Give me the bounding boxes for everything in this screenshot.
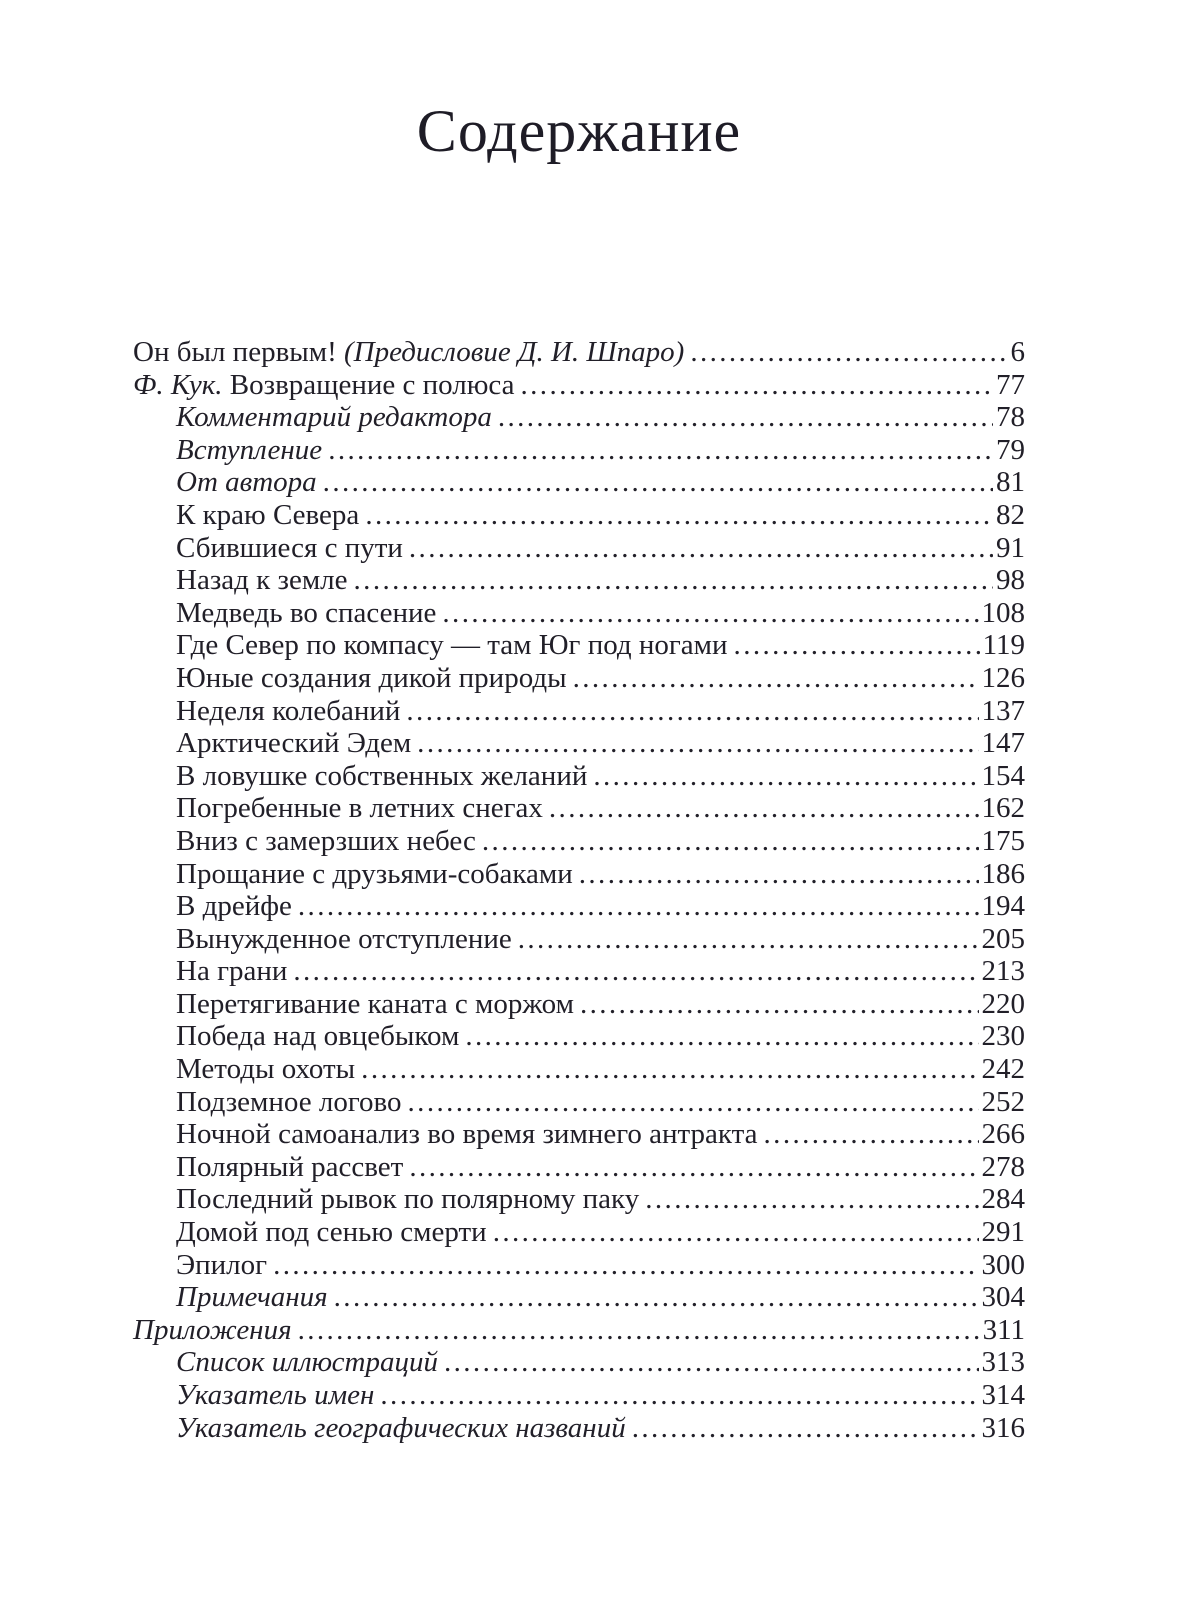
toc-entry <box>133 1118 1025 1151</box>
toc-page-number: 79 <box>996 433 1025 466</box>
toc-entry-title <box>176 401 492 434</box>
entry-text: Методы охоты <box>176 1053 356 1086</box>
toc-entry-title <box>176 923 512 956</box>
dot-leader <box>580 988 979 1021</box>
entry-text: Погребенные в летних снегах <box>176 792 543 825</box>
toc-entry <box>133 695 1025 728</box>
entry-text: В ловушке собственных желаний <box>176 759 588 792</box>
dot-leader <box>444 1346 979 1379</box>
entry-text-italic: Примечания <box>176 1281 328 1314</box>
toc-entry <box>133 434 1025 467</box>
dot-leader <box>409 532 993 565</box>
dot-leader <box>734 629 980 662</box>
toc-page-number: 147 <box>981 727 1025 760</box>
dot-leader <box>518 923 979 956</box>
toc-page-number: 313 <box>981 1346 1025 1379</box>
toc-page-number: 162 <box>981 792 1025 825</box>
toc-entry-title <box>176 662 567 695</box>
toc-entry <box>133 499 1025 532</box>
entry-text: Арктический Эдем <box>176 727 412 760</box>
dot-leader <box>645 1183 978 1216</box>
toc-entry <box>133 792 1025 825</box>
dot-leader <box>334 1281 979 1314</box>
dot-leader <box>406 695 978 728</box>
entry-text: Победа над овцебыком <box>176 1020 460 1053</box>
toc-page-number: 81 <box>996 466 1025 499</box>
toc-entry-title <box>176 597 436 630</box>
entry-text: Вынужденное отступление <box>176 922 512 955</box>
toc-page-number: 213 <box>981 955 1025 988</box>
toc-page-number: 230 <box>981 1020 1025 1053</box>
entry-text: Прощание с друзьями-собаками <box>176 857 573 890</box>
entry-text: Вниз с замерзших небес <box>176 824 476 857</box>
toc-entry-title <box>176 695 400 728</box>
toc-entry-title <box>176 988 574 1021</box>
toc-entry <box>133 369 1025 402</box>
toc-page-number: 137 <box>981 694 1025 727</box>
entry-text: Неделя колебаний <box>176 694 401 727</box>
toc-entry <box>133 597 1025 630</box>
toc-entry <box>133 1314 1025 1347</box>
toc-entry-title <box>176 792 543 825</box>
toc-page-number: 266 <box>981 1118 1025 1151</box>
toc-page-number: 186 <box>981 857 1025 890</box>
entry-text: Возвращение с полюса <box>222 368 515 401</box>
toc-entry <box>133 955 1025 988</box>
dot-leader <box>298 1314 980 1347</box>
toc-entry <box>133 629 1025 662</box>
toc-entry-title <box>176 890 292 923</box>
page-title: Содержание <box>416 98 742 164</box>
toc-entry-title <box>176 1053 355 1086</box>
dot-leader <box>354 564 993 597</box>
toc-page-number: 220 <box>981 987 1025 1020</box>
toc-page-number: 291 <box>981 1216 1025 1249</box>
entry-text: Домой под сенью смерти <box>176 1216 487 1249</box>
dot-leader <box>361 1053 978 1086</box>
toc-entry <box>133 858 1025 891</box>
toc-page-number: 304 <box>981 1281 1025 1314</box>
toc-entry-title <box>176 825 476 858</box>
toc-entry-title <box>176 858 573 891</box>
entry-text: Последний рывок по полярному паку <box>176 1183 640 1216</box>
toc-entry-title <box>176 1118 758 1151</box>
dot-leader <box>293 955 978 988</box>
entry-text: Эпилог <box>176 1248 268 1281</box>
dot-leader <box>465 1020 978 1053</box>
toc-entry <box>133 1151 1025 1184</box>
entry-text: Медведь во спасение <box>176 596 437 629</box>
dot-leader <box>482 825 979 858</box>
toc-page-number: 154 <box>981 759 1025 792</box>
entry-text-italic: Указатель географических названий <box>176 1411 626 1444</box>
dot-leader <box>549 792 979 825</box>
dot-leader <box>579 858 979 891</box>
toc-entry <box>133 1412 1025 1445</box>
toc-entry-title <box>176 1086 402 1119</box>
toc-page-number: 77 <box>996 368 1025 401</box>
entry-text: Юные создания дикой природы <box>176 661 567 694</box>
dot-leader <box>593 760 978 793</box>
toc-entry <box>133 1183 1025 1216</box>
toc-page-number: 252 <box>981 1085 1025 1118</box>
toc-entry-title <box>176 727 411 760</box>
toc-entry-title <box>133 336 684 369</box>
entry-text: Сбившиеся с пути <box>176 531 403 564</box>
dot-leader <box>409 1151 978 1184</box>
dot-leader <box>298 890 979 923</box>
toc-entry-title <box>176 1151 403 1184</box>
toc-entry <box>133 890 1025 923</box>
toc-entry-title <box>176 1412 626 1445</box>
toc-page-number: 91 <box>996 531 1025 564</box>
toc-page-number: 205 <box>981 922 1025 955</box>
toc-entry <box>133 662 1025 695</box>
entry-text: Назад к земле <box>176 564 348 597</box>
toc-page-number: 284 <box>981 1183 1025 1216</box>
toc-entry-title <box>176 1183 639 1216</box>
toc-entry <box>133 1281 1025 1314</box>
entry-text-italic: Вступление <box>176 433 323 466</box>
entry-text: Перетягивание каната с моржом <box>176 987 574 1020</box>
entry-text: Полярный рассвет <box>176 1150 404 1183</box>
dot-leader <box>442 597 978 630</box>
toc-entry <box>133 988 1025 1021</box>
toc-page-number: 314 <box>981 1379 1025 1411</box>
toc-entry-title <box>176 760 587 793</box>
dot-leader <box>323 466 993 499</box>
entry-text-italic: От автора <box>176 466 317 499</box>
toc-entry <box>133 564 1025 597</box>
toc-entry <box>133 727 1025 760</box>
toc-entry <box>133 401 1025 434</box>
toc-page-number: 300 <box>981 1248 1025 1281</box>
toc-entry <box>133 825 1025 858</box>
toc-page-number: 242 <box>981 1053 1025 1086</box>
dot-leader <box>380 1379 978 1412</box>
dot-leader <box>521 369 994 402</box>
toc-page-number: 98 <box>996 564 1025 597</box>
entry-text-italic: (Предисловие Д. И. Шпаро) <box>344 336 685 368</box>
toc-page-number: 126 <box>981 661 1025 694</box>
toc-entry <box>133 760 1025 793</box>
toc-entry <box>133 1020 1025 1053</box>
dot-leader <box>493 1216 979 1249</box>
toc-page-number: 194 <box>981 890 1025 923</box>
toc-page-number: 108 <box>981 596 1025 629</box>
toc-entry <box>133 1379 1025 1412</box>
toc-entry <box>133 336 1025 369</box>
toc-entry-title <box>176 1216 487 1249</box>
entry-text-italic: Указатель имен <box>176 1379 375 1411</box>
toc-entry <box>133 923 1025 956</box>
toc-entry-title <box>176 499 359 532</box>
entry-text: К краю Севера <box>176 498 360 531</box>
entry-text-italic: Ф. Кук. <box>133 368 223 401</box>
toc-entry <box>133 466 1025 499</box>
toc-entry <box>133 1086 1025 1119</box>
toc-entry <box>133 532 1025 565</box>
dot-leader <box>408 1086 979 1119</box>
entry-text-italic: Приложения <box>133 1313 292 1346</box>
toc-entry-title <box>176 1379 374 1412</box>
dot-leader <box>764 1118 979 1151</box>
dot-leader <box>690 336 1007 369</box>
toc-page-number: 316 <box>981 1411 1025 1444</box>
toc-page-number: 78 <box>996 401 1025 434</box>
toc-page-number: 278 <box>981 1150 1025 1183</box>
toc-entry <box>133 1346 1025 1379</box>
toc-entry-title <box>133 369 515 402</box>
dot-leader <box>273 1249 978 1282</box>
toc-page-number: 311 <box>982 1313 1025 1346</box>
toc-entry-title <box>176 955 287 988</box>
toc-page-number: 119 <box>982 629 1025 662</box>
entry-text: Ночной самоанализ во время зимнего антракта <box>176 1118 758 1151</box>
dot-leader <box>632 1412 979 1445</box>
entry-text-italic: Список иллюстраций <box>176 1346 438 1379</box>
toc-entry-title <box>176 1020 459 1053</box>
entry-text: Подземное логово <box>176 1085 402 1118</box>
dot-leader <box>573 662 979 695</box>
toc-entry-title <box>176 434 322 467</box>
toc-list <box>133 336 1025 1444</box>
toc-entry-title <box>133 1314 292 1347</box>
toc-page-number: 6 <box>1010 336 1025 368</box>
entry-text: В дрейфе <box>176 890 292 923</box>
dot-leader <box>328 434 993 467</box>
toc-entry-title <box>176 1249 267 1282</box>
toc-entry <box>133 1249 1025 1282</box>
entry-text: Он был первым! <box>133 336 345 368</box>
toc-entry-title <box>176 466 317 499</box>
entry-text: На грани <box>176 955 288 988</box>
entry-text-italic: Комментарий редактора <box>176 401 492 434</box>
toc-entry <box>133 1053 1025 1086</box>
toc-entry-title <box>176 532 403 565</box>
toc-entry-title <box>176 1346 438 1379</box>
toc-entry-title <box>176 629 728 662</box>
toc-entry <box>133 1216 1025 1249</box>
dot-leader <box>498 401 993 434</box>
toc-page-number: 82 <box>996 498 1025 531</box>
entry-text: Где Север по компасу — там Юг под ногами <box>176 629 728 662</box>
toc-page-number: 175 <box>981 824 1025 857</box>
dot-leader <box>365 499 993 532</box>
toc-entry-title <box>176 1281 328 1314</box>
dot-leader <box>417 727 978 760</box>
toc-entry-title <box>176 564 348 597</box>
